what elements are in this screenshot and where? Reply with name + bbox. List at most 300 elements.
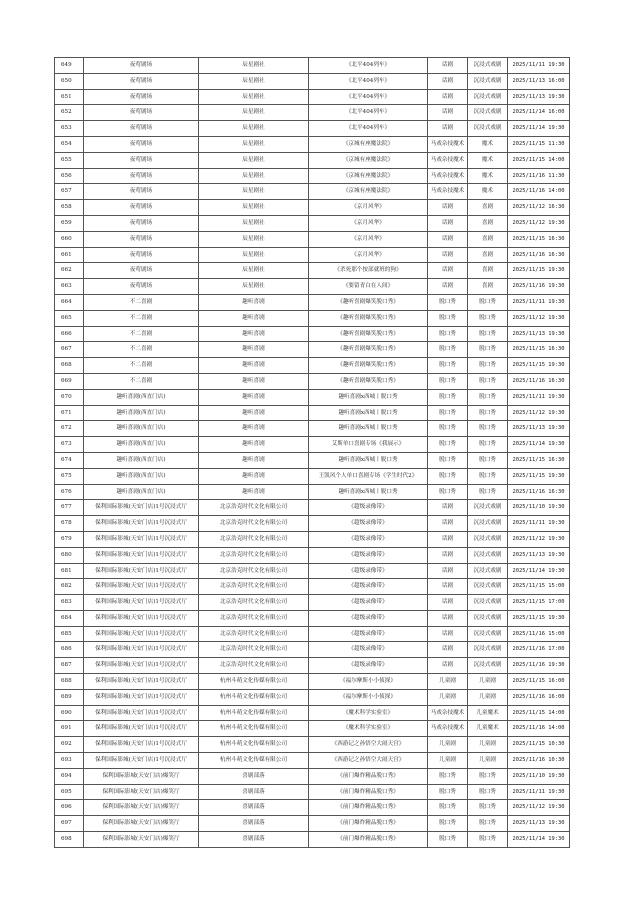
- show-title-cell: 《趣听喜剧爆笑脱口秀》: [309, 358, 428, 374]
- category-cell: 话剧: [428, 215, 468, 231]
- show-title-cell: 王凯风个人单口喜剧专场《学生时代2》: [309, 468, 428, 484]
- category-cell: 话剧: [428, 547, 468, 563]
- organizer-cell: 辰星剧社: [199, 200, 309, 216]
- subcategory-cell: 脱口秀: [468, 800, 508, 816]
- show-title-cell: 《京城有座魔法院》: [309, 136, 428, 152]
- table-row: [55, 689, 570, 705]
- category-cell: 话剧: [428, 531, 468, 547]
- organizer-cell: 杭州斗萌文化传媒有限公司: [199, 753, 309, 769]
- category-cell: 话剧: [428, 279, 468, 295]
- table-row: [55, 642, 570, 658]
- organizer-cell: 辰星剧社: [199, 215, 309, 231]
- category-cell: 儿童剧: [428, 753, 468, 769]
- subcategory-cell: 喜剧: [468, 247, 508, 263]
- show-title-cell: 《前门爆炸精品脱口秀》: [309, 800, 428, 816]
- table-row: [55, 531, 570, 547]
- subcategory-cell: 喜剧: [468, 215, 508, 231]
- row-number: 669: [55, 373, 84, 389]
- venue-cell: 夜莺剧场: [84, 89, 199, 105]
- organizer-cell: 辰星剧社: [199, 121, 309, 137]
- table-body: [55, 58, 570, 848]
- show-title-cell: 《超级录像带》: [309, 547, 428, 563]
- organizer-cell: 北京浩克时代文化有限公司: [199, 595, 309, 611]
- category-cell: 马戏杂技魔术: [428, 168, 468, 184]
- table-row: [55, 832, 570, 848]
- venue-cell: 夜莺剧场: [84, 152, 199, 168]
- table-row: [55, 358, 570, 374]
- venue-cell: 保利国际影城(天安门店)1号沉浸式厅: [84, 674, 199, 690]
- venue-cell: 保利国际影城(天安门店)1号沉浸式厅: [84, 500, 199, 516]
- subcategory-cell: 沉浸式戏剧: [468, 105, 508, 121]
- table-row: [55, 816, 570, 832]
- category-cell: 脱口秀: [428, 437, 468, 453]
- row-number: 679: [55, 531, 84, 547]
- category-cell: 话剧: [428, 610, 468, 626]
- subcategory-cell: 沉浸式戏剧: [468, 563, 508, 579]
- category-cell: 脱口秀: [428, 342, 468, 358]
- show-title-cell: 《京城有座魔法院》: [309, 152, 428, 168]
- row-number: 655: [55, 152, 84, 168]
- table-row: [55, 184, 570, 200]
- show-title-cell: 《要留青白在人间》: [309, 279, 428, 295]
- table-row: [55, 610, 570, 626]
- row-number: 660: [55, 231, 84, 247]
- organizer-cell: 北京浩克时代文化有限公司: [199, 610, 309, 626]
- organizer-cell: 北京浩克时代文化有限公司: [199, 658, 309, 674]
- show-title-cell: 《杀死那个按部就班的狗》: [309, 263, 428, 279]
- showtime-cell: 2025/11/14 19:30: [508, 832, 570, 848]
- showtime-cell: 2025/11/11 19:30: [508, 784, 570, 800]
- subcategory-cell: 沉浸式戏剧: [468, 73, 508, 89]
- category-cell: 脱口秀: [428, 421, 468, 437]
- showtime-cell: 2025/11/13 19:30: [508, 89, 570, 105]
- row-number: 664: [55, 294, 84, 310]
- showtime-cell: 2025/11/15 16:30: [508, 452, 570, 468]
- table-row: [55, 73, 570, 89]
- organizer-cell: 辰星剧社: [199, 263, 309, 279]
- category-cell: 话剧: [428, 121, 468, 137]
- table-row: [55, 468, 570, 484]
- venue-cell: 保利国际影城(天安门店)1号沉浸式厅: [84, 516, 199, 532]
- organizer-cell: 趣听喜剧: [199, 468, 309, 484]
- table-row: [55, 484, 570, 500]
- table-row: [55, 579, 570, 595]
- organizer-cell: 辰星剧社: [199, 231, 309, 247]
- table-row: [55, 737, 570, 753]
- show-title-cell: 趣听喜剧x西城丨脱口秀: [309, 452, 428, 468]
- organizer-cell: 辰星剧社: [199, 279, 309, 295]
- organizer-cell: 辰星剧社: [199, 152, 309, 168]
- showtime-cell: 2025/11/16 16:30: [508, 373, 570, 389]
- table-row: [55, 373, 570, 389]
- subcategory-cell: 脱口秀: [468, 784, 508, 800]
- showtime-cell: 2025/11/12 19:30: [508, 531, 570, 547]
- category-cell: 脱口秀: [428, 373, 468, 389]
- organizer-cell: 北京浩克时代文化有限公司: [199, 516, 309, 532]
- venue-cell: 夜莺剧场: [84, 200, 199, 216]
- table-row: [55, 658, 570, 674]
- row-number: 663: [55, 279, 84, 295]
- venue-cell: 夜莺剧场: [84, 136, 199, 152]
- showtime-cell: 2025/11/16 11:30: [508, 168, 570, 184]
- row-number: 672: [55, 421, 84, 437]
- show-title-cell: 《超级录像带》: [309, 500, 428, 516]
- table-row: [55, 152, 570, 168]
- show-title-cell: 《前门爆炸精品脱口秀》: [309, 768, 428, 784]
- category-cell: 话剧: [428, 231, 468, 247]
- showtime-cell: 2025/11/16 19:30: [508, 279, 570, 295]
- venue-cell: 保利国际影城(天安门店)爆笑厅: [84, 768, 199, 784]
- category-cell: 脱口秀: [428, 784, 468, 800]
- row-number: 691: [55, 721, 84, 737]
- subcategory-cell: 脱口秀: [468, 816, 508, 832]
- subcategory-cell: 魔术: [468, 136, 508, 152]
- row-number: 681: [55, 563, 84, 579]
- show-title-cell: 《超级录像带》: [309, 642, 428, 658]
- showtime-cell: 2025/11/11 19:30: [508, 294, 570, 310]
- venue-cell: 保利国际影城(天安门店)1号沉浸式厅: [84, 705, 199, 721]
- row-number: 676: [55, 484, 84, 500]
- subcategory-cell: 喜剧: [468, 263, 508, 279]
- row-number: 698: [55, 832, 84, 848]
- organizer-cell: 趣听喜剧: [199, 342, 309, 358]
- venue-cell: 不二喜剧: [84, 373, 199, 389]
- show-title-cell: 《北平404列车》: [309, 58, 428, 74]
- row-number: 697: [55, 816, 84, 832]
- showtime-cell: 2025/11/16 14:00: [508, 721, 570, 737]
- subcategory-cell: 儿童魔术: [468, 705, 508, 721]
- row-number: 666: [55, 326, 84, 342]
- show-title-cell: 《超级录像带》: [309, 658, 428, 674]
- organizer-cell: 辰星剧社: [199, 105, 309, 121]
- table-row: [55, 452, 570, 468]
- venue-cell: 趣听喜剧(西直门店): [84, 484, 199, 500]
- venue-cell: 夜莺剧场: [84, 247, 199, 263]
- subcategory-cell: 脱口秀: [468, 421, 508, 437]
- row-number: 692: [55, 737, 84, 753]
- venue-cell: 趣听喜剧(西直门店): [84, 405, 199, 421]
- subcategory-cell: 脱口秀: [468, 832, 508, 848]
- table-row: [55, 626, 570, 642]
- subcategory-cell: 魔术: [468, 152, 508, 168]
- table-row: [55, 563, 570, 579]
- subcategory-cell: 脱口秀: [468, 358, 508, 374]
- subcategory-cell: 沉浸式戏剧: [468, 610, 508, 626]
- category-cell: 话剧: [428, 626, 468, 642]
- venue-cell: 保利国际影城(天安门店)爆笑厅: [84, 832, 199, 848]
- subcategory-cell: 沉浸式戏剧: [468, 547, 508, 563]
- row-number: 657: [55, 184, 84, 200]
- category-cell: 话剧: [428, 58, 468, 74]
- table-row: [55, 674, 570, 690]
- organizer-cell: 辰星剧社: [199, 89, 309, 105]
- venue-cell: 保利国际影城(天安门店)1号沉浸式厅: [84, 721, 199, 737]
- category-cell: 脱口秀: [428, 768, 468, 784]
- venue-cell: 保利国际影城(天安门店)1号沉浸式厅: [84, 579, 199, 595]
- table-row: [55, 595, 570, 611]
- organizer-cell: 趣听喜剧: [199, 358, 309, 374]
- subcategory-cell: 喜剧: [468, 231, 508, 247]
- showtime-cell: 2025/11/15 16:30: [508, 231, 570, 247]
- subcategory-cell: 脱口秀: [468, 310, 508, 326]
- showtime-cell: 2025/11/15 19:30: [508, 610, 570, 626]
- showtime-cell: 2025/11/14 19:30: [508, 437, 570, 453]
- showtime-cell: 2025/11/14 19:30: [508, 563, 570, 579]
- organizer-cell: 杭州斗萌文化传媒有限公司: [199, 674, 309, 690]
- category-cell: 脱口秀: [428, 800, 468, 816]
- category-cell: 脱口秀: [428, 468, 468, 484]
- organizer-cell: 辰星剧社: [199, 136, 309, 152]
- organizer-cell: 喜剧部落: [199, 768, 309, 784]
- row-number: 674: [55, 452, 84, 468]
- organizer-cell: 趣听喜剧: [199, 373, 309, 389]
- show-title-cell: 《北平404列车》: [309, 89, 428, 105]
- showtime-cell: 2025/11/11 19:30: [508, 58, 570, 74]
- subcategory-cell: 脱口秀: [468, 342, 508, 358]
- category-cell: 话剧: [428, 516, 468, 532]
- category-cell: 马戏杂技魔术: [428, 705, 468, 721]
- showtime-cell: 2025/11/12 19:30: [508, 215, 570, 231]
- subcategory-cell: 沉浸式戏剧: [468, 89, 508, 105]
- show-title-cell: 《京月风华》: [309, 215, 428, 231]
- show-title-cell: 《趣听喜剧爆笑脱口秀》: [309, 342, 428, 358]
- venue-cell: 夜莺剧场: [84, 58, 199, 74]
- row-number: 682: [55, 579, 84, 595]
- table-row: [55, 437, 570, 453]
- show-title-cell: 《京城有座魔法院》: [309, 184, 428, 200]
- row-number: 659: [55, 215, 84, 231]
- category-cell: 儿童剧: [428, 674, 468, 690]
- table-row: [55, 136, 570, 152]
- organizer-cell: 喜剧部落: [199, 832, 309, 848]
- category-cell: 话剧: [428, 579, 468, 595]
- table-row: [55, 721, 570, 737]
- show-title-cell: 《魔术科学实验室》: [309, 721, 428, 737]
- show-title-cell: 《趣听喜剧爆笑脱口秀》: [309, 310, 428, 326]
- show-title-cell: 《魔术科学实验室》: [309, 705, 428, 721]
- showtime-cell: 2025/11/10 19:30: [508, 768, 570, 784]
- showtime-cell: 2025/11/16 16:00: [508, 689, 570, 705]
- organizer-cell: 辰星剧社: [199, 73, 309, 89]
- showtime-cell: 2025/11/16 15:00: [508, 626, 570, 642]
- showtime-cell: 2025/11/15 10:30: [508, 737, 570, 753]
- venue-cell: 保利国际影城(天安门店)1号沉浸式厅: [84, 610, 199, 626]
- row-number: 668: [55, 358, 84, 374]
- show-title-cell: 《超级录像带》: [309, 531, 428, 547]
- category-cell: 话剧: [428, 658, 468, 674]
- organizer-cell: 喜剧部落: [199, 800, 309, 816]
- table-row: [55, 279, 570, 295]
- subcategory-cell: 脱口秀: [468, 437, 508, 453]
- subcategory-cell: 脱口秀: [468, 468, 508, 484]
- showtime-cell: 2025/11/15 14:00: [508, 705, 570, 721]
- category-cell: 话剧: [428, 500, 468, 516]
- show-title-cell: 《前门爆炸精品脱口秀》: [309, 784, 428, 800]
- venue-cell: 夜莺剧场: [84, 168, 199, 184]
- venue-cell: 保利国际影城(天安门店)爆笑厅: [84, 816, 199, 832]
- venue-cell: 夜莺剧场: [84, 231, 199, 247]
- venue-cell: 保利国际影城(天安门店)1号沉浸式厅: [84, 689, 199, 705]
- category-cell: 马戏杂技魔术: [428, 152, 468, 168]
- show-title-cell: 《西游记之孙悟空大闹天宫》: [309, 753, 428, 769]
- category-cell: 脱口秀: [428, 405, 468, 421]
- organizer-cell: 趣听喜剧: [199, 310, 309, 326]
- category-cell: 话剧: [428, 105, 468, 121]
- row-number: 695: [55, 784, 84, 800]
- table-row: [55, 121, 570, 137]
- category-cell: 马戏杂技魔术: [428, 136, 468, 152]
- organizer-cell: 北京浩克时代文化有限公司: [199, 500, 309, 516]
- showtime-cell: 2025/11/13 19:30: [508, 816, 570, 832]
- category-cell: 话剧: [428, 563, 468, 579]
- category-cell: 话剧: [428, 263, 468, 279]
- venue-cell: 保利国际影城(天安门店)1号沉浸式厅: [84, 626, 199, 642]
- table-row: [55, 705, 570, 721]
- subcategory-cell: 沉浸式戏剧: [468, 626, 508, 642]
- show-title-cell: 《北平404列车》: [309, 105, 428, 121]
- venue-cell: 保利国际影城(天安门店)1号沉浸式厅: [84, 737, 199, 753]
- row-number: 652: [55, 105, 84, 121]
- organizer-cell: 趣听喜剧: [199, 405, 309, 421]
- venue-cell: 趣听喜剧(西直门店): [84, 421, 199, 437]
- showtime-cell: 2025/11/13 19:30: [508, 326, 570, 342]
- showtime-cell: 2025/11/15 19:30: [508, 358, 570, 374]
- show-title-cell: 《超级录像带》: [309, 626, 428, 642]
- table-row: [55, 800, 570, 816]
- organizer-cell: 辰星剧社: [199, 168, 309, 184]
- showtime-cell: 2025/11/16 19:30: [508, 658, 570, 674]
- show-title-cell: 趣听喜剧x西城丨脱口秀: [309, 405, 428, 421]
- showtime-cell: 2025/11/16 14:00: [508, 184, 570, 200]
- subcategory-cell: 脱口秀: [468, 389, 508, 405]
- show-title-cell: 《北平404列车》: [309, 73, 428, 89]
- showtime-cell: 2025/11/12 16:30: [508, 200, 570, 216]
- subcategory-cell: 沉浸式戏剧: [468, 121, 508, 137]
- row-number: 696: [55, 800, 84, 816]
- showtime-cell: 2025/11/14 19:30: [508, 121, 570, 137]
- category-cell: 脱口秀: [428, 816, 468, 832]
- showtime-cell: 2025/11/11 19:30: [508, 389, 570, 405]
- row-number: 658: [55, 200, 84, 216]
- organizer-cell: 杭州斗萌文化传媒有限公司: [199, 737, 309, 753]
- category-cell: 儿童剧: [428, 737, 468, 753]
- showtime-cell: 2025/11/15 14:00: [508, 152, 570, 168]
- show-title-cell: 《京月风华》: [309, 247, 428, 263]
- table-row: [55, 215, 570, 231]
- show-title-cell: 《福尔摩斯小小侦探》: [309, 674, 428, 690]
- table-row: [55, 753, 570, 769]
- showtime-cell: 2025/11/13 19:30: [508, 421, 570, 437]
- category-cell: 话剧: [428, 595, 468, 611]
- show-title-cell: 《前门爆炸精品脱口秀》: [309, 832, 428, 848]
- subcategory-cell: 儿童剧: [468, 737, 508, 753]
- category-cell: 话剧: [428, 89, 468, 105]
- subcategory-cell: 儿童剧: [468, 753, 508, 769]
- category-cell: 脱口秀: [428, 358, 468, 374]
- row-number: 677: [55, 500, 84, 516]
- table-row: [55, 310, 570, 326]
- organizer-cell: 北京浩克时代文化有限公司: [199, 642, 309, 658]
- venue-cell: 不二喜剧: [84, 342, 199, 358]
- table-row: [55, 516, 570, 532]
- venue-cell: 夜莺剧场: [84, 215, 199, 231]
- subcategory-cell: 魔术: [468, 184, 508, 200]
- row-number: 665: [55, 310, 84, 326]
- show-title-cell: 《超级录像带》: [309, 595, 428, 611]
- showtime-cell: 2025/11/11 19:30: [508, 516, 570, 532]
- category-cell: 马戏杂技魔术: [428, 721, 468, 737]
- venue-cell: 不二喜剧: [84, 326, 199, 342]
- organizer-cell: 趣听喜剧: [199, 452, 309, 468]
- row-number: 694: [55, 768, 84, 784]
- showtime-cell: 2025/11/16 10:30: [508, 753, 570, 769]
- subcategory-cell: 喜剧: [468, 279, 508, 295]
- venue-cell: 保利国际影城(天安门店)1号沉浸式厅: [84, 753, 199, 769]
- show-title-cell: 《趣听喜剧爆笑脱口秀》: [309, 373, 428, 389]
- venue-cell: 趣听喜剧(西直门店): [84, 452, 199, 468]
- show-title-cell: 《超级录像带》: [309, 610, 428, 626]
- table-row: [55, 58, 570, 74]
- venue-cell: 趣听喜剧(西直门店): [84, 437, 199, 453]
- row-number: 678: [55, 516, 84, 532]
- table-row: [55, 342, 570, 358]
- showtime-cell: 2025/11/16 16:30: [508, 247, 570, 263]
- subcategory-cell: 脱口秀: [468, 326, 508, 342]
- venue-cell: 保利国际影城(天安门店)爆笑厅: [84, 800, 199, 816]
- venue-cell: 保利国际影城(天安门店)1号沉浸式厅: [84, 531, 199, 547]
- organizer-cell: 北京浩克时代文化有限公司: [199, 547, 309, 563]
- subcategory-cell: 脱口秀: [468, 294, 508, 310]
- organizer-cell: 北京浩克时代文化有限公司: [199, 626, 309, 642]
- show-title-cell: 艾斯单口喜剧专场《我展示》: [309, 437, 428, 453]
- row-number: 684: [55, 610, 84, 626]
- organizer-cell: 杭州斗萌文化传媒有限公司: [199, 689, 309, 705]
- subcategory-cell: 沉浸式戏剧: [468, 595, 508, 611]
- show-title-cell: 《京城有座魔法院》: [309, 168, 428, 184]
- organizer-cell: 喜剧部落: [199, 816, 309, 832]
- venue-cell: 保利国际影城(天安门店)1号沉浸式厅: [84, 658, 199, 674]
- venue-cell: 夜莺剧场: [84, 263, 199, 279]
- table-row: [55, 768, 570, 784]
- row-number: 653: [55, 121, 84, 137]
- table-row: [55, 231, 570, 247]
- subcategory-cell: 儿童剧: [468, 674, 508, 690]
- showtime-cell: 2025/11/15 19:30: [508, 468, 570, 484]
- row-number: 671: [55, 405, 84, 421]
- row-number: 688: [55, 674, 84, 690]
- row-number: 685: [55, 626, 84, 642]
- showtime-cell: 2025/11/15 16:30: [508, 342, 570, 358]
- organizer-cell: 趣听喜剧: [199, 389, 309, 405]
- row-number: 651: [55, 89, 84, 105]
- category-cell: 脱口秀: [428, 832, 468, 848]
- row-number: 670: [55, 389, 84, 405]
- organizer-cell: 趣听喜剧: [199, 484, 309, 500]
- show-title-cell: 《北平404列车》: [309, 121, 428, 137]
- show-title-cell: 趣听喜剧x西城丨脱口秀: [309, 484, 428, 500]
- row-number: 690: [55, 705, 84, 721]
- table-row: [55, 421, 570, 437]
- table-row: [55, 547, 570, 563]
- subcategory-cell: 沉浸式戏剧: [468, 58, 508, 74]
- category-cell: 脱口秀: [428, 389, 468, 405]
- table-row: [55, 105, 570, 121]
- organizer-cell: 趣听喜剧: [199, 326, 309, 342]
- subcategory-cell: 沉浸式戏剧: [468, 516, 508, 532]
- row-number: 683: [55, 595, 84, 611]
- table-row: [55, 89, 570, 105]
- category-cell: 话剧: [428, 642, 468, 658]
